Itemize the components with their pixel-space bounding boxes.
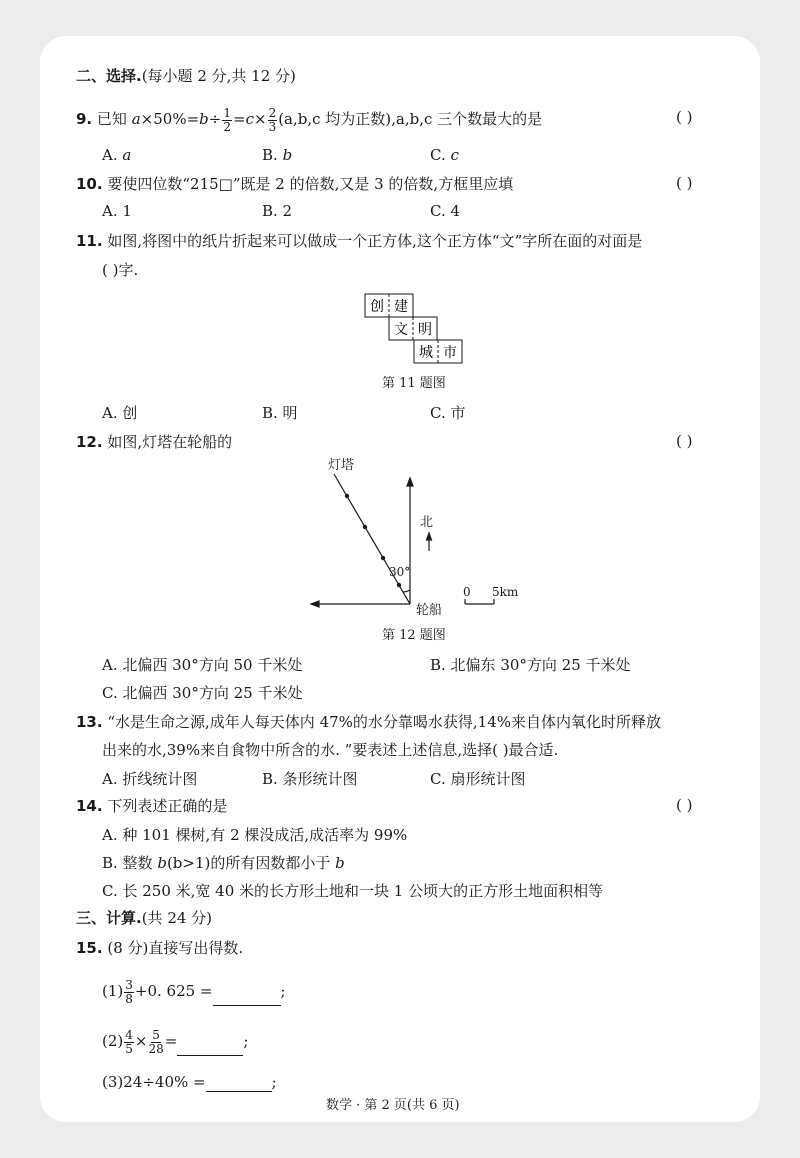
- option-a[interactable]: A. 1: [102, 202, 132, 220]
- question-text: “水是生命之源,成年人每天体内 47%的水分靠喝水获得,14%来自体内氧化时所释放: [107, 713, 662, 731]
- option-b[interactable]: B. 明: [262, 404, 298, 422]
- question-number: 13.: [76, 713, 103, 731]
- section-heading: [76, 66, 296, 86]
- denominator: 2: [223, 119, 231, 134]
- punct: ;: [280, 982, 286, 1000]
- question-11: [76, 231, 642, 251]
- net-char: 城: [419, 345, 433, 361]
- expr-part: ×50%: [140, 110, 187, 128]
- north-label: 北: [420, 515, 434, 530]
- var-b: b: [199, 110, 209, 128]
- net-char: 建: [394, 299, 408, 315]
- question-10: [76, 174, 513, 194]
- tick-dot: [397, 583, 400, 586]
- scale-unit: 5km: [492, 585, 519, 599]
- tick-dot: [363, 525, 366, 528]
- numerator: 1: [223, 105, 231, 120]
- expr-part: =: [186, 110, 200, 128]
- option-label: A.: [102, 146, 118, 164]
- option-c[interactable]: [430, 146, 459, 164]
- item-label: (3): [102, 1073, 124, 1091]
- answer-bracket[interactable]: ( ): [676, 796, 693, 814]
- option-c[interactable]: C. 长 250 米,宽 40 米的长方形土地和一块 1 公顷大的正方形土地面积相等: [102, 882, 604, 900]
- fraction: [148, 1029, 163, 1056]
- question-text: 下列表述正确的是: [107, 797, 228, 815]
- answer-blank[interactable]: [213, 987, 281, 1006]
- question-number: 12.: [76, 433, 103, 451]
- option-a[interactable]: A. 创: [102, 404, 138, 422]
- section-note: (每小题 2 分,共 12 分): [141, 67, 296, 85]
- option-b[interactable]: B. 2: [262, 202, 293, 220]
- fraction: [124, 979, 134, 1006]
- denominator: 8: [125, 991, 133, 1006]
- section-title: 二、选择.: [76, 67, 142, 85]
- option-b[interactable]: [102, 852, 345, 873]
- scale-zero: 0: [463, 585, 471, 599]
- option-value: c: [450, 146, 459, 164]
- question-number: 10.: [76, 175, 103, 193]
- question-number: 11.: [76, 232, 103, 250]
- net-char: 明: [418, 322, 432, 338]
- question-text: (a,b,c 均为正数),a,b,c 三个数最大的是: [278, 110, 543, 128]
- angle-arc: [403, 590, 410, 592]
- net-char: 市: [443, 345, 457, 361]
- option-b[interactable]: B. 北偏东 30°方向 25 千米处: [430, 656, 631, 674]
- denominator: 3: [268, 119, 277, 134]
- expr-part: ×: [253, 110, 267, 128]
- option-a[interactable]: A. 折线统计图: [102, 770, 198, 788]
- option-text: (b>1)的所有因数都小于: [166, 854, 331, 872]
- section-heading: [76, 908, 212, 928]
- option-b[interactable]: B. 条形统计图: [262, 770, 358, 788]
- cube-net-figure: [360, 291, 470, 366]
- question-text: 如图,将图中的纸片折起来可以做成一个正方体,这个正方体“文”字所在面的对面是: [107, 232, 643, 250]
- answer-blank[interactable]: [206, 1073, 272, 1092]
- fraction: [124, 1029, 134, 1056]
- figure-caption: 第 11 题图: [382, 376, 446, 391]
- option-a[interactable]: A. 种 101 棵树,有 2 棵没成活,成活率为 99%: [102, 826, 408, 844]
- numerator: 5: [152, 1027, 160, 1042]
- option-a[interactable]: [102, 146, 131, 164]
- tick-dot: [381, 556, 384, 559]
- option-c[interactable]: C. 北偏西 30°方向 25 千米处: [102, 684, 303, 702]
- question-12: [76, 432, 232, 452]
- numerator: 2: [268, 105, 277, 120]
- var-b: b: [157, 854, 167, 872]
- net-char: 文: [394, 322, 408, 338]
- section-note: (共 24 分): [141, 909, 213, 927]
- answer-bracket[interactable]: ( ): [676, 108, 693, 126]
- tick-dot: [345, 494, 348, 497]
- north-arrow-icon: [427, 533, 432, 540]
- expr-part: ×: [134, 1032, 148, 1050]
- numerator: 4: [125, 1027, 133, 1042]
- question-text: 要使四位数“215□”既是 2 的倍数,又是 3 的倍数,方框里应填: [107, 175, 514, 193]
- answer-blank[interactable]: [177, 1037, 243, 1056]
- question-9: [76, 104, 542, 134]
- expr-part: +0. 625 =: [134, 982, 213, 1000]
- option-value: a: [122, 146, 132, 164]
- punct: ;: [243, 1032, 249, 1050]
- exam-page: [40, 36, 760, 1122]
- answer-bracket[interactable]: ( ): [676, 174, 693, 192]
- question-number: 14.: [76, 797, 103, 815]
- north-arrowhead: [407, 478, 413, 486]
- question-15: [76, 938, 243, 958]
- west-arrowhead: [311, 601, 319, 607]
- fraction: [222, 107, 232, 134]
- option-c[interactable]: C. 4: [430, 202, 461, 220]
- option-c[interactable]: C. 扇形统计图: [430, 770, 526, 788]
- question-13: [76, 712, 661, 732]
- var-c: c: [245, 110, 254, 128]
- question-number: 9.: [76, 110, 93, 128]
- expr-part: =: [233, 110, 246, 128]
- answer-bracket[interactable]: ( ): [676, 432, 693, 450]
- section-title: 三、计算.: [76, 909, 142, 927]
- calc-item-3: [102, 1072, 277, 1092]
- expr-part: =: [164, 1032, 178, 1050]
- net-char: 创: [370, 299, 384, 315]
- expr-part: ÷: [208, 110, 222, 128]
- option-value: b: [282, 146, 293, 164]
- angle-label: 30°: [389, 565, 411, 579]
- option-label: C.: [430, 146, 446, 164]
- var-a: a: [131, 110, 141, 128]
- item-label: (2): [102, 1032, 124, 1050]
- question-text: 已知: [96, 110, 127, 128]
- punct: ;: [271, 1073, 277, 1091]
- question-14: [76, 796, 227, 816]
- question-text-cont: 出来的水,39%来自食物中所含的水. ”要表述上述信息,选择( )最合适.: [102, 741, 559, 759]
- calc-item-1: [102, 976, 286, 1006]
- denominator: 5: [125, 1041, 133, 1056]
- option-c[interactable]: C. 市: [430, 404, 466, 422]
- numerator: 3: [125, 977, 133, 992]
- question-text: 如图,灯塔在轮船的: [107, 433, 233, 451]
- expr-part: 24÷40% =: [123, 1073, 206, 1091]
- lighthouse-label: 灯塔: [328, 458, 355, 473]
- fraction: [268, 107, 278, 134]
- question-text: (8 分)直接写出得数.: [107, 939, 244, 957]
- question-text-cont: ( )字.: [102, 261, 139, 279]
- var-b: b: [335, 854, 345, 872]
- option-label: B.: [262, 146, 278, 164]
- item-label: (1): [102, 982, 124, 1000]
- option-text: B. 整数: [102, 854, 153, 872]
- calc-item-2: [102, 1026, 248, 1056]
- page-footer: 数学 · 第 2 页(共 6 页): [326, 1098, 460, 1113]
- denominator: 28: [148, 1041, 164, 1056]
- option-a[interactable]: A. 北偏西 30°方向 50 千米处: [102, 656, 303, 674]
- compass-figure: [300, 454, 550, 619]
- option-b[interactable]: [262, 146, 292, 164]
- ship-label: 轮船: [416, 603, 443, 618]
- figure-caption: 第 12 题图: [382, 628, 446, 643]
- question-number: 15.: [76, 939, 103, 957]
